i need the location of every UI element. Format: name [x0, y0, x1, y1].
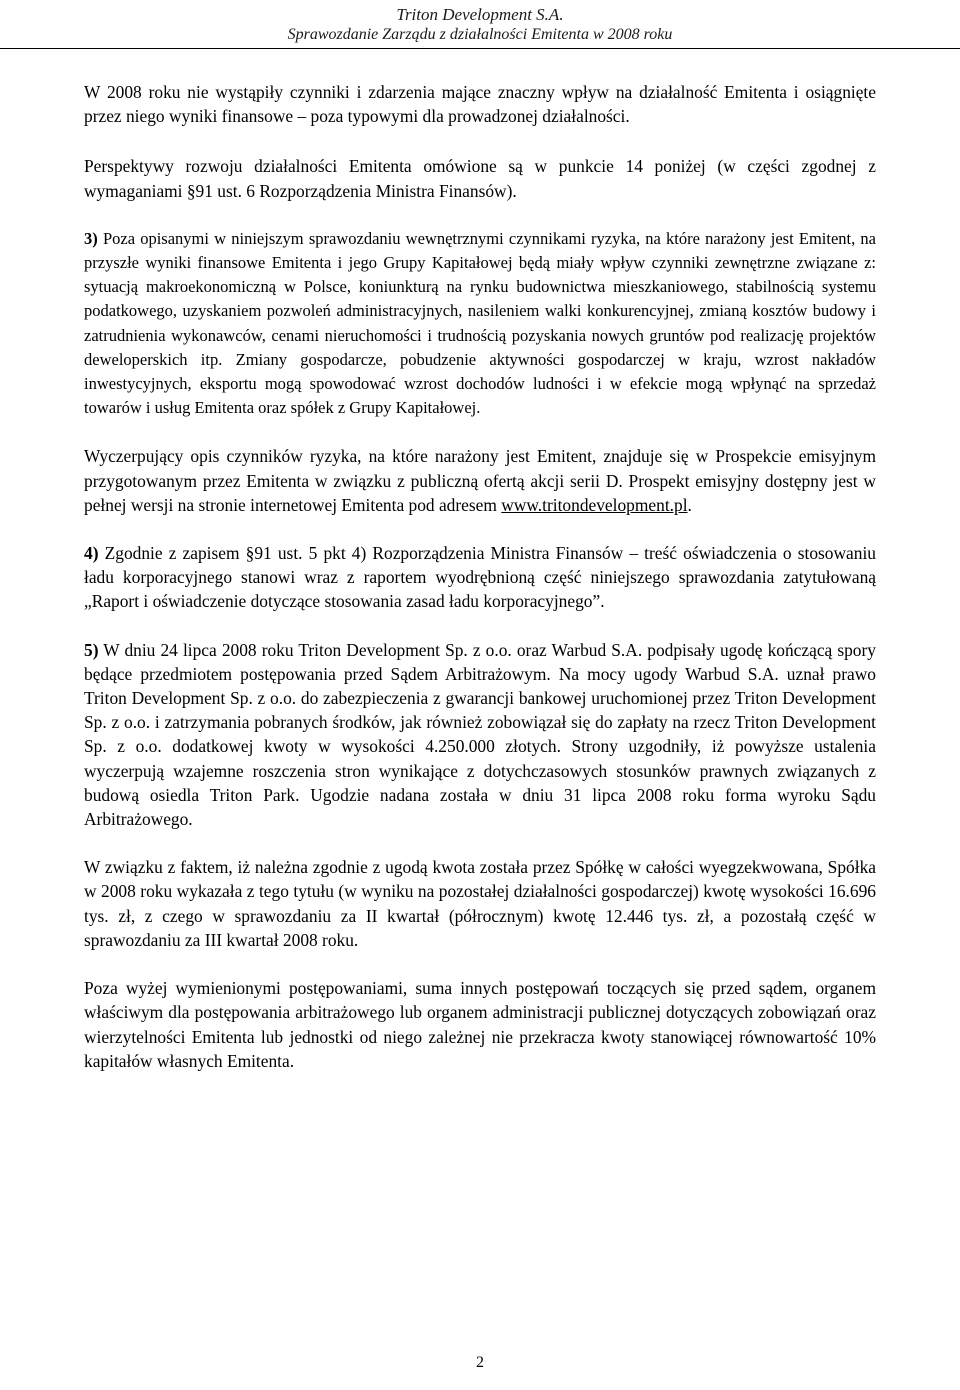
paragraph-settlement-text: W dniu 24 lipca 2008 roku Triton Development Sp. z o.o. oraz Warbud S.A. podpisały ugodę kończącą spory będące przedmiotem postępowania przed Sądem Arbitrażowym. Na mocy ugody Warbud S.A. uznał prawo Triton Development Sp. z o.o. do zabezpieczenia z gwarancji bankowej uruchomionej przez Triton Development Sp. z o.o. i zatrzymania pobranych środków, jak również zobowiązał się do zapłaty na rzecz Triton Development Sp. z o.o. dodatkowej kwoty w wysokości 4.250.000 złotych. Strony uzgodniły, iż powyższe ustalenia wyczerpują wzajemne roszczenia stron wynikające z dotychczasowych stosunków prawnych związanych z budową osiedla Triton Park. Ugodzie nadana została w dniu 31 lipca 2008 roku forma wyroku Sądu Arbitrażowego. [84, 639, 876, 830]
page-header [0, 4, 960, 45]
paragraph-corporate-governance-text: Zgodnie z zapisem §91 ust. 5 pkt 4) Rozporządzenia Ministra Finansów – treść oświadczenia o stosowaniu ładu korporacyjnego stanowi wraz z raportem wyodrębnioną część niniejszego sprawozdania zatytułowaną „Raport i oświadczenie dotyczące stosowania zasad ładu korporacyjnego”. [84, 543, 876, 612]
paragraph-prospectus-text: Wyczerpujący opis czynników ryzyka, na które narażony jest Emitent, znajduje się w Prospekcie emisyjnym przygotowanym przez Emitenta w związku z publiczną ofertą akcji serii D. Prospekt emisyjny dostępny jest w pełnej wersji na stronie internetowej Emitenta pod adresem [84, 446, 876, 515]
paragraph-settlement [84, 638, 876, 832]
paragraph-risk-factors [84, 227, 876, 421]
item-number-4: 4) [84, 543, 99, 564]
paragraph-corporate-governance [84, 541, 876, 614]
paragraph-settlement-amount: W związku z faktem, iż należna zgodnie z ugodą kwota została przez Spółkę w całości wyegzekwowana, Spółka w 2008 roku wykazała z tego tytułu (w wyniku na pozostałej działalności gospodarczej) kwotę wysokości 16.696 tys. zł, z czego w sprawozdaniu za II kwartał (półrocznym) kwotę 12.446 tys. zł, a pozostałą część w sprawozdaniu za III kwartał 2008 roku. [84, 857, 876, 950]
item-number-5: 5) [84, 639, 99, 660]
header-company: Triton Development S.A. [396, 5, 564, 24]
item-number-3: 3) [84, 228, 98, 248]
paragraph-prospectus-end: . [687, 494, 692, 515]
paragraph-risk-factors-text: Poza opisanymi w niniejszym sprawozdaniu wewnętrznymi czynnikami ryzyka, na które narażony jest Emitent, na przyszłe wyniki finansowe Emitenta i jego Grupy Kapitałowej będą miały wpływ czynniki zewnętrzne związane z: sytuacją makroekonomiczną w Polsce, koniunkturą na rynku budownictwa mieszkaniowego, stabilnością systemu podatkowego, uzyskaniem pozwoleń administracyjnych, nasileniem walki konkurencyjnej, zmianą kosztów budowy i zatrudnienia wykonawców, cenami nieruchomości i trudnością pozyskania nowych gruntów pod realizację projektów deweloperskich itp. Zmiany gospodarcze, pobudzenie aktywności gospodarczej w kraju, wzrost nakładów inwestycyjnych, eksportu mogą spowodować wzrost dochodów ludności i w efekcie mogą wpłynąć na sprzedaż towarów i usług Emitenta oraz spółek z Grupy Kapitałowej. [84, 228, 876, 418]
paragraph-prospectus [84, 444, 876, 517]
header-divider [0, 48, 960, 49]
paragraph-events: W 2008 roku nie wystąpiły czynniki i zdarzenia mające znaczny wpływ na działalność Emitenta i osiągnięte przez niego wyniki finansowe – poza typowymi dla prowadzonej działalności. [84, 82, 876, 127]
page-number: 2 [476, 1354, 484, 1371]
paragraph-other-proceedings: Poza wyżej wymienionymi postępowaniami, suma innych postępowań toczących się przed sądem, organem właściwym dla postępowania arbitrażowego lub organem administracji publicznej dotyczących zobowiązań oraz wierzytelności Emitenta lub jednostki od niego zależnej nie przekracza kwoty stanowiącej równowartość 10% kapitałów własnych Emitenta. [84, 978, 876, 1071]
website-link[interactable]: www.tritondevelopment.pl [501, 494, 688, 515]
header-report-title: Sprawozdanie Zarządu z działalności Emitenta w 2008 roku [287, 26, 673, 43]
document-body [84, 80, 876, 1073]
paragraph-perspectives: Perspektywy rozwoju działalności Emitenta omówione są w punkcie 14 poniżej (w części zgodnej z wymaganiami §91 ust. 6 Rozporządzenia Ministra Finansów). [84, 156, 876, 201]
